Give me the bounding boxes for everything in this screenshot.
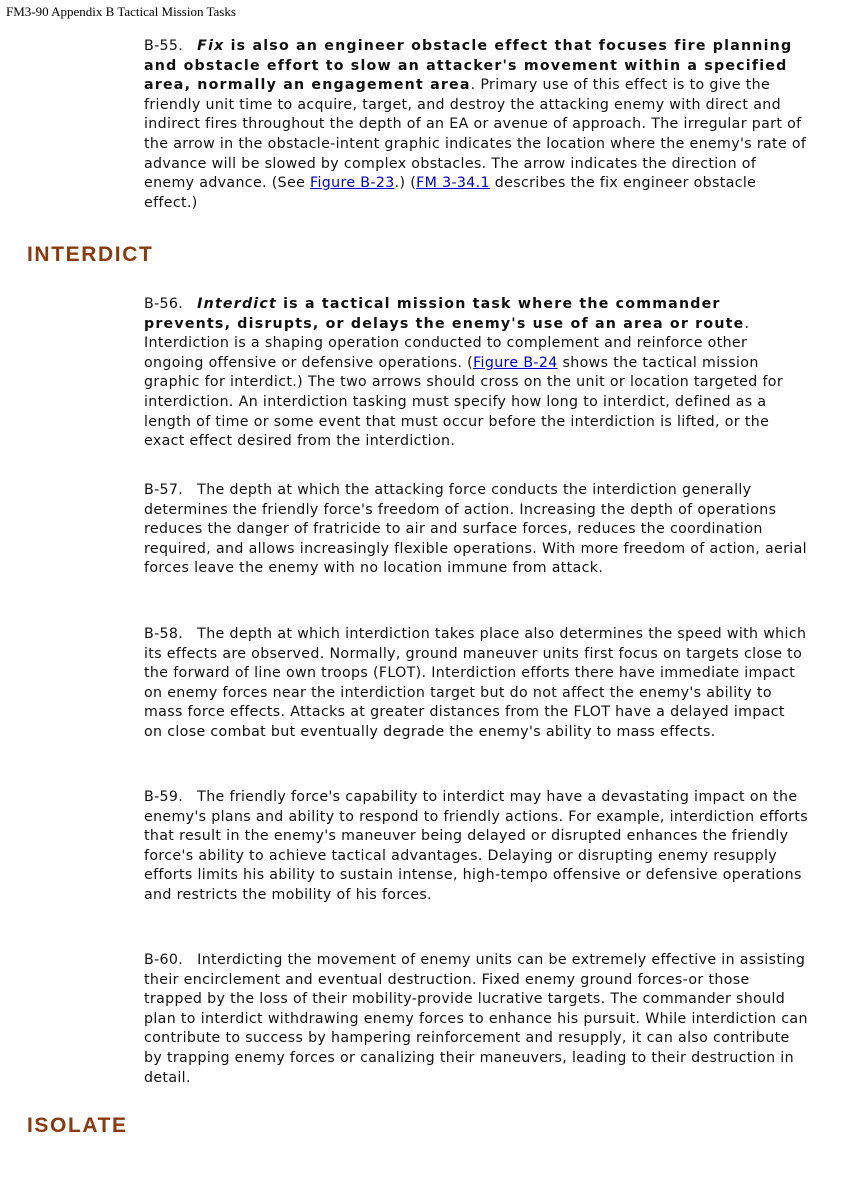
figure-b23-link[interactable]: Figure B-23	[310, 175, 395, 192]
running-header: FM3-90 Appendix B Tactical Mission Tasks	[6, 4, 236, 19]
paragraph-b60	[144, 951, 808, 1088]
paragraph-text: . Primary use of this effect is to give the friendly unit time to acquire, target, and destroy the attacking enemy with direct and indirect fires throughout the depth of an EA or avenue of approach. The irregular part of the arrow in the obstacle-intent graphic indicates the location where the enemy's rate of advance will be slowed by complex obstacles. The arrow indicates the direction of enemy advance. (See	[144, 77, 807, 192]
paragraph-text: The depth at which the attacking force conducts the interdiction generally determines the friendly force's freedom of action. Increasing the depth of operations reduces the danger of fratricide to air and surface forces, reduces the coordination required, and allows increasingly flexible operations. With more freedom of action, aerial forces leave the enemy with no location immune from attack.	[144, 482, 807, 577]
paragraph-text: The depth at which interdiction takes place also determines the speed with which its effects are observed. Normally, ground maneuver units first focus on targets close to the forward of line own troops (FLOT). Interdiction efforts there have immediate impact on enemy forces near the interdiction target but do not affect the enemy's ability to mass force effects. Attacks at greater distances from the FLOT have a delayed impact on close combat but eventually degrade the enemy's ability to mass effects.	[144, 626, 807, 740]
paragraph-b58	[144, 625, 808, 743]
paragraph-text: Interdicting the movement of enemy units can be extremely effective in assisting their encirclement and eventual destruction. Fixed enemy ground forces-or those trapped by the loss of their mobility-provide lucrative targets. The commander should plan to interdict withdrawing enemy forces to enhance his pursuit. While interdiction can contribute to success by hampering reinforcement and resupply, it can also contribute by trapping enemy forces or canalizing their maneuvers, leading to their destruction in detail.	[144, 952, 808, 1086]
definition-bold: is also an engineer obstacle effect that focuses fire planning and obstacle effort to slow an attacker's movement within a specified area, normally an engagement area	[144, 38, 793, 94]
paragraph-text: describes the fix engineer obstacle effect.)	[144, 175, 757, 211]
fm-3-34-1-link[interactable]: FM 3-34.1	[416, 175, 490, 192]
paragraph-b56	[144, 295, 808, 452]
paragraph-text: .) (	[394, 175, 417, 192]
paragraph-b55	[144, 37, 808, 213]
paragraph-number: B-57.	[144, 482, 184, 498]
definition-lead	[144, 296, 744, 332]
defined-term: Interdict	[197, 296, 277, 312]
section-heading-interdict: INTERDICT	[27, 243, 154, 266]
section-heading-isolate: ISOLATE	[27, 1114, 128, 1137]
paragraph-number: B-58.	[144, 626, 184, 642]
figure-b24-link[interactable]: Figure B-24	[473, 354, 558, 371]
paragraph-number: B-59.	[144, 789, 184, 805]
paragraph-number: B-55.	[144, 38, 184, 54]
paragraph-number: B-56.	[144, 296, 184, 312]
defined-term: Fix	[197, 38, 225, 54]
paragraph-text: The friendly force's capability to interdict may have a devastating impact on the enemy's plans and ability to respond to friendly actions. For example, interdiction efforts that result in the enemy's maneuver being delayed or disrupted enhances the friendly force's ability to achieve tactical advantages. Delaying or disrupting enemy resupply efforts limits his ability to sustain intense, high-tempo offensive or defensive operations and restricts the mobility of his forces.	[144, 789, 809, 903]
definition-bold: is a tactical mission task where the commander prevents, disrupts, or delays the enemy's use of an area or route	[144, 296, 745, 332]
paragraph-number: B-60.	[144, 952, 184, 968]
paragraph-text: . Interdiction is a shaping operation conducted to complement and reinforce other ongoing offensive or defensive operations. (	[144, 315, 750, 371]
paragraph-b59	[144, 788, 808, 906]
paragraph-text: shows the tactical mission graphic for interdict.) The two arrows should cross on the unit or location targeted for interdiction. An interdiction tasking must specify how long to interdict, defined as a length of time or some event that must occur before the interdiction is lifted, or the exact effect desired from the interdiction.	[144, 354, 784, 450]
paragraph-b57	[144, 481, 808, 579]
